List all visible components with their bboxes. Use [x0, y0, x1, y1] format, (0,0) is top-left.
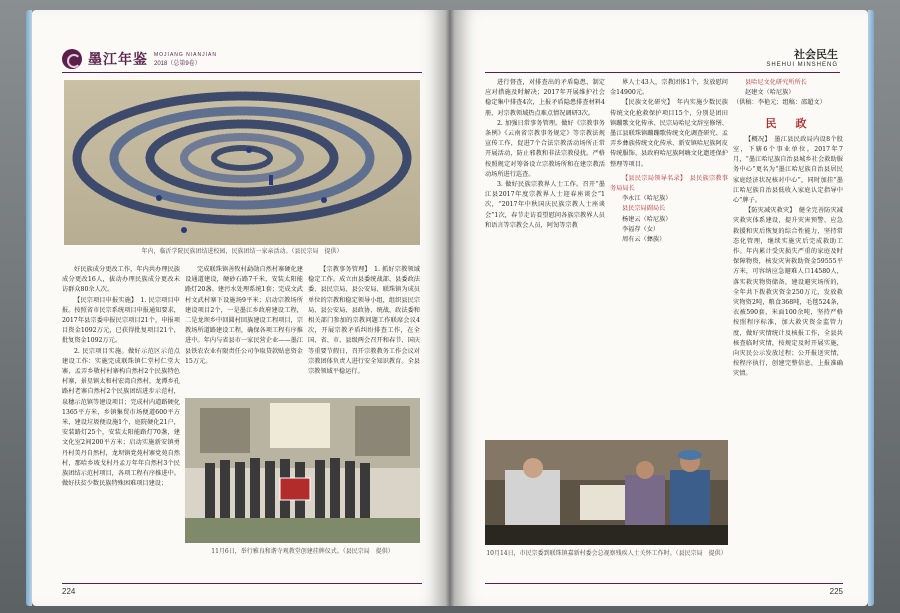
header-section-title: 社会民生	[794, 48, 838, 61]
r-col2-leader-3: 李福存（女）	[622, 225, 660, 233]
right-col-1	[485, 78, 605, 433]
header-pinyin: MOJIANG NIANJIAN	[154, 51, 217, 58]
r-col3-institute-name: 赵建文（哈尼族）	[745, 89, 795, 97]
right-page	[455, 10, 868, 606]
yearbook-logo-icon	[62, 49, 82, 69]
col1-para-3: 2. 民宗项目实施。做好示范区示范点建设工作：实施完成联珠镇仁堂村仁堂大寨、孟弄乡敬村村寨构自然村2个民族特色村寨，景星镇太和村宏湾自然村，龙潭乡孔路村老寨自然村2个民族团结进步示范村，泉穗示范镇等建设项目；完成村内道路硬化1365平方米，乡镇集贸市场便道600平方米，建设垃圾便设施1个，庭院硬化21户，安装路灯25个，安装太阳能路灯70盏，建文化室2间200平方米；启动实施新安镇勇丹村美丹自然村，龙坝镇党苑村寨党苑自然村，那哈乡坡戈村丹孟万年年自然村3个民族团结示范村项目，各项工程有序推进中。做好扶贫少数民族特殊困难项目建设；	[62, 347, 180, 488]
r-col2-leader-2: 杨建云（哈尼族）	[622, 215, 672, 223]
right-col-3	[733, 78, 843, 578]
col1-para-2: 【民宗项目申报实施】 1. 民宗项目申报。按照省市民宗系统项目申报通知要求，2017年县宗委申报民宗项目21个，申报项目资金1092万元，已获得批复项目21个，批复资金1092万元。	[62, 296, 180, 345]
header-year: 2018（总第9卷）	[154, 60, 201, 67]
r-col3-disaster: 【防灾减灾救灾】 健全完善防灾减灾救灾体系建设，提升灾害预警、应急救援和灾后恢复的综合性能力，坚持常态化管理，继续实施灾后完成救助工作。年内累计受灾损失严重的家庭及时保障物资，核发灾害救助资金59555平方米，可容纳应急避难人口14580人，落实救灾物资储备，建设避灾场所的，全年共下拨救灾资金250万元，发放救灾物资2吨，粮食368吨，毛毯524条，衣被590套，米面100余吨，坚持严格按照程序标准，加大救灾资金监管力度，做好灾情统计及核报工作，全县共核查临时灾情，按规定及时开展实施，向灾民公示发放过程；公开报送灾情，按程序执行，创建完整信息，上报准确灾情。	[733, 207, 843, 378]
left-page	[32, 10, 445, 606]
r-col2-para-2: 【民族文化研究】 年内实施少数民族传统文化抢救保护项目15个，分别是团田镇蹦歌文化传承、民宗局哈尼文辞室修缮、墨江县联珠镇蹦蹦歌传统文化调查研究、孟弄乡彝族传统文化传承、新安镇哈尼族阿皮传统服饰、县政府哈尼族阿嗨文化遗迹保护整理等项目。	[610, 99, 728, 168]
r-col1-para-1: 进行督查，对排查出的矛盾隐患，制定应对措施及时解决；2017年开展维护社会稳定集中排查4次，上报矛盾隐患排查材料4册，对宗教领域热点难点情况调研3次。	[485, 79, 605, 117]
header-rule	[62, 72, 422, 73]
photo2-caption: 11月6日，举行雅良和谐寺观教堂创建挂牌仪式。（县民宗局 提供）	[211, 548, 394, 555]
r-col3-overview: 【概况】 墨江县民政局内设8个股室，下辖6个事业单位。2017年7月，“墨江哈尼族自治县城乡社会救助服务中心”更名为“墨江哈尼族自治县居民家庭经济状况核对中心”，同时加挂“墨江哈尼族自治县低收入家庭认定指导中心”牌子。	[733, 135, 843, 205]
footer-rule-right	[485, 583, 843, 584]
right-col-2	[610, 78, 728, 433]
page-number-right: 225	[829, 587, 843, 596]
col2-para-1: 完成联珠镇善牧村勐勋自然村寨硬化建设通道建设，硬砂石路7千米，安装太阳能路灯20盏、建污水处理系统1套；完成文武村文武村寨下设施场9平米；启动宗教场所建设项目2个，一是墨江乡政府建设工程，二是龙坝乡中回圆村回族建设工程项目，宗教场所道路建设工程，确保各项工程有序推进中。年内与省县市一家民营企业——墨江县铁农农业有限责任公司争取贷款贴息资金15万元。	[185, 266, 303, 365]
photo3-caption: 10月14日，市民宗委到联珠镇嘉新村委会总视察残疾人士关怀工作时。（县民宗局 提供）	[486, 550, 727, 557]
col3-para-1: 【宗教事务管理】 1. 抓好宗教领域稳定工作。成立由县委统战部、县委政法委、县民宗局、县公安局、联珠镇为成员单位的宗教和稳定领导小组，组织县民宗局、县公安局、县政协、统战、政法委和相关部门参加的宗教问题工作联席会议4次，开展宗教矛盾纠纷排查工作，在全国、省、市、县级两会召开和春节、国庆等重要节假日，召开宗教教务工作会议对宗教团体负责人进行安全知识教育。全县宗教领域平稳运行。	[308, 266, 420, 376]
section-title-civil-affairs: 民 政	[765, 116, 811, 130]
col1-para-1: 好民族成分更改工作，年内共办理民族成分更改16人，拔动办理民族成分更改未访群众80余人次。	[62, 266, 180, 294]
r-col2-leader-1: 李永江（哈尼族）	[622, 195, 672, 203]
header-rule-right	[485, 72, 840, 73]
r-col3-institute-head: 县哈尼文化研究所所长	[745, 79, 807, 86]
footer-rule	[62, 583, 422, 584]
plaque-ceremony-photo	[185, 398, 420, 543]
right-cover-edge	[868, 10, 874, 606]
elderly-visit-photo	[485, 440, 728, 545]
page-number-left: 224	[62, 587, 76, 596]
r-col2-deputy-heading: 县民宗局副局长	[622, 205, 666, 213]
elderly-visit-illustration	[485, 440, 728, 545]
right-header	[766, 46, 838, 68]
r-col1-para-3: 3. 做好民族宗教界人士工作。召开“墨江县2017年度宗教界人士迎春座谈会”1次，“2017年中秋国庆民族宗教人士座谈会”1次，春节走访看望慰问各族宗教界人员和语言等宗教会人员，阿訇等宗教	[485, 181, 605, 229]
left-col-1	[62, 265, 180, 565]
left-header	[62, 48, 217, 70]
book-gutter	[445, 10, 455, 606]
spiral-crowd-photo	[64, 80, 420, 245]
plaque-ceremony-illustration	[185, 398, 420, 543]
header-section-pinyin: SHEHUI MINSHENG	[766, 62, 838, 68]
r-col2-leaders-heading: 【县民宗局领导名录】 县民族宗教事务局局长	[610, 174, 728, 193]
r-col2-leader-4: 周有云（彝族）	[622, 236, 666, 244]
r-col1-para-2: 2. 加强日常事务管理。做好《宗教事务条例》《云南省宗教事务规定》等宗教法规宣传工作，促进7个合法宗教活动场所正常开展活动，防止邪教和非法宗教侵扰。严格按照规定对筹备设立宗教场所和在建宗教活动场所进行巡查。	[485, 119, 605, 178]
r-col3-credit: （供稿：李艳元；组稿：邵超文）	[733, 99, 826, 107]
left-col-2	[185, 265, 303, 385]
r-col2-para-1: 界人士43人，宗教团体1个，发放慰问金14900元。	[610, 79, 728, 97]
header-title: 墨江年鉴	[88, 52, 148, 68]
spiral-crowd-illustration	[64, 80, 420, 245]
left-col-3	[308, 265, 420, 385]
photo1-caption: 年内，临沂学院民族团结进校园，民族团结一家亲活动。（县民宗局 提供）	[141, 248, 343, 255]
